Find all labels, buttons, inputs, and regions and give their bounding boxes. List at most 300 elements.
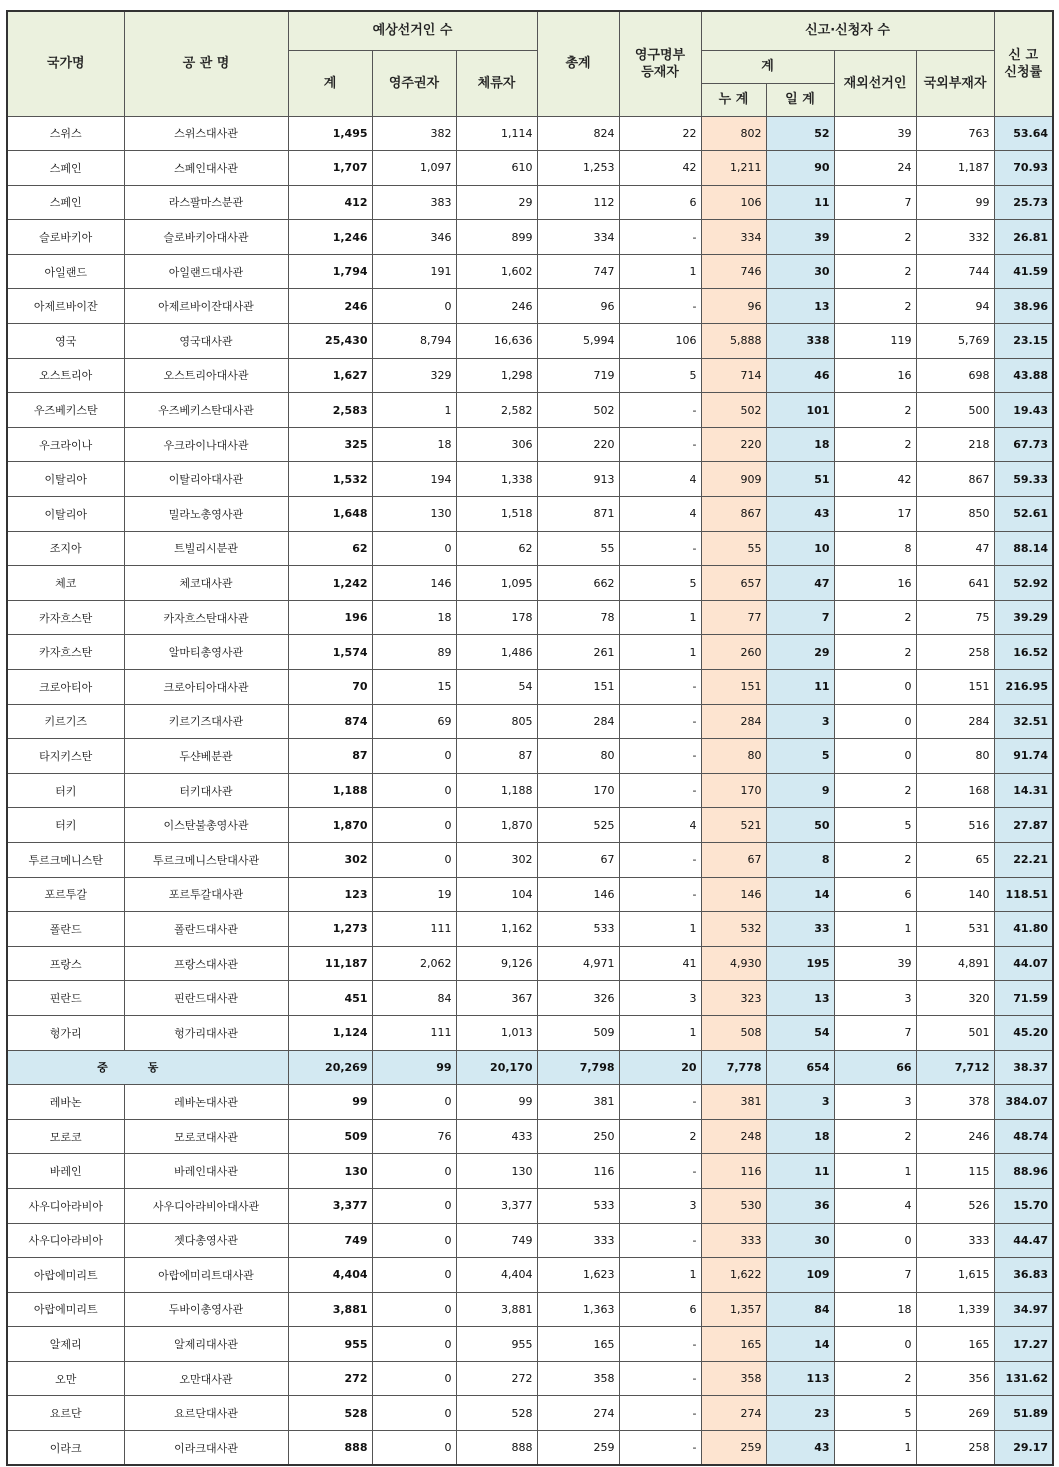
table-row [7, 1431, 1053, 1466]
absentees-cell: 698 [916, 358, 994, 393]
absentees-cell: 151 [916, 670, 994, 705]
expected-sojourn-cell: 1,298 [456, 358, 537, 393]
mission-cell: 젯다총영사관 [124, 1223, 288, 1258]
expected-permanent-cell: 0 [372, 289, 456, 324]
expected-permanent-cell: 2,062 [372, 946, 456, 981]
header-expected-sojourn: 체류자 [456, 50, 537, 116]
mission-cell: 투르크메니스탄대사관 [124, 842, 288, 877]
country-cell: 요르단 [7, 1396, 124, 1431]
expected-permanent-cell: 99 [372, 1050, 456, 1085]
expected-sojourn-cell: 1,338 [456, 462, 537, 497]
table-row [7, 1396, 1053, 1431]
expected-permanent-cell: 0 [372, 773, 456, 808]
country-cell: 스페인 [7, 151, 124, 186]
expected-total-cell: 11,187 [288, 946, 372, 981]
permanent-registry-cell: - [619, 877, 701, 912]
absentees-cell: 284 [916, 704, 994, 739]
header-cumulative: 누 계 [701, 83, 766, 116]
total-cell: 78 [537, 600, 619, 635]
expected-sojourn-cell: 749 [456, 1223, 537, 1258]
rate-cell: 32.51 [994, 704, 1053, 739]
header-permanent-registry: 영구명부 등재자 [619, 11, 701, 116]
table-row [7, 946, 1053, 981]
daily-cell: 84 [766, 1292, 834, 1327]
overseas-voters-cell: 7 [834, 1258, 916, 1293]
daily-cell: 109 [766, 1258, 834, 1293]
expected-total-cell: 1,532 [288, 462, 372, 497]
table-row [7, 116, 1053, 151]
expected-total-cell: 3,881 [288, 1292, 372, 1327]
header-country: 국가명 [7, 11, 124, 116]
permanent-registry-cell: - [619, 220, 701, 255]
expected-total-cell: 4,404 [288, 1258, 372, 1293]
expected-permanent-cell: 0 [372, 1292, 456, 1327]
expected-sojourn-cell: 610 [456, 151, 537, 186]
table-row [7, 1188, 1053, 1223]
permanent-registry-cell: 4 [619, 462, 701, 497]
country-cell: 헝가리 [7, 1015, 124, 1050]
rate-cell: 34.97 [994, 1292, 1053, 1327]
absentees-cell: 165 [916, 1327, 994, 1362]
overseas-voters-cell: 7 [834, 1015, 916, 1050]
cumulative-cell: 909 [701, 462, 766, 497]
overseas-voters-cell: 0 [834, 1327, 916, 1362]
expected-total-cell: 130 [288, 1154, 372, 1189]
table-row [7, 1119, 1053, 1154]
expected-sojourn-cell: 246 [456, 289, 537, 324]
daily-cell: 29 [766, 635, 834, 670]
permanent-registry-cell: - [619, 289, 701, 324]
country-cell: 크로아티아 [7, 670, 124, 705]
daily-cell: 54 [766, 1015, 834, 1050]
expected-permanent-cell: 329 [372, 358, 456, 393]
country-cell: 우크라이나 [7, 427, 124, 462]
cumulative-cell: 381 [701, 1085, 766, 1120]
absentees-cell: 47 [916, 531, 994, 566]
table-row [7, 842, 1053, 877]
overseas-voters-cell: 0 [834, 1223, 916, 1258]
expected-sojourn-cell: 29 [456, 185, 537, 220]
expected-total-cell: 955 [288, 1327, 372, 1362]
permanent-registry-cell: 1 [619, 1015, 701, 1050]
absentees-cell: 4,891 [916, 946, 994, 981]
table-row [7, 151, 1053, 186]
overseas-voters-cell: 5 [834, 1396, 916, 1431]
expected-total-cell: 99 [288, 1085, 372, 1120]
country-cell: 알제리 [7, 1327, 124, 1362]
table-row [7, 773, 1053, 808]
country-cell: 영국 [7, 324, 124, 359]
expected-permanent-cell: 84 [372, 981, 456, 1016]
country-cell: 키르기즈 [7, 704, 124, 739]
absentees-cell: 320 [916, 981, 994, 1016]
rate-cell: 41.59 [994, 254, 1053, 289]
expected-permanent-cell: 0 [372, 1361, 456, 1396]
permanent-registry-cell: 1 [619, 600, 701, 635]
expected-sojourn-cell: 1,870 [456, 808, 537, 843]
country-cell: 사우디아라비아 [7, 1188, 124, 1223]
header-absentees: 국외부재자 [916, 50, 994, 116]
country-cell: 이라크 [7, 1431, 124, 1466]
mission-cell: 영국대사관 [124, 324, 288, 359]
mission-cell: 폴란드대사관 [124, 912, 288, 947]
permanent-registry-cell: - [619, 1223, 701, 1258]
expected-sojourn-cell: 4,404 [456, 1258, 537, 1293]
overseas-voters-cell: 24 [834, 151, 916, 186]
mission-cell: 이스탄불총영사관 [124, 808, 288, 843]
total-cell: 170 [537, 773, 619, 808]
absentees-cell: 94 [916, 289, 994, 324]
table-row [7, 324, 1053, 359]
expected-permanent-cell: 1 [372, 393, 456, 428]
expected-total-cell: 451 [288, 981, 372, 1016]
total-cell: 1,253 [537, 151, 619, 186]
expected-permanent-cell: 0 [372, 1431, 456, 1466]
table-row [7, 1361, 1053, 1396]
expected-total-cell: 246 [288, 289, 372, 324]
header-reports: 신고·신청자 수 [701, 11, 994, 50]
country-cell: 카자흐스탄 [7, 635, 124, 670]
daily-cell: 90 [766, 151, 834, 186]
absentees-cell: 1,187 [916, 151, 994, 186]
rate-cell: 36.83 [994, 1258, 1053, 1293]
rate-cell: 26.81 [994, 220, 1053, 255]
cumulative-cell: 358 [701, 1361, 766, 1396]
table-row [7, 1085, 1053, 1120]
absentees-cell: 7,712 [916, 1050, 994, 1085]
country-cell: 터키 [7, 773, 124, 808]
overseas-voters-cell: 2 [834, 427, 916, 462]
table-row [7, 1292, 1053, 1327]
permanent-registry-cell: - [619, 1361, 701, 1396]
mission-cell: 레바논대사관 [124, 1085, 288, 1120]
daily-cell: 195 [766, 946, 834, 981]
expected-permanent-cell: 194 [372, 462, 456, 497]
permanent-registry-cell: - [619, 531, 701, 566]
cumulative-cell: 334 [701, 220, 766, 255]
overseas-voters-cell: 2 [834, 393, 916, 428]
absentees-cell: 1,615 [916, 1258, 994, 1293]
expected-permanent-cell: 0 [372, 1085, 456, 1120]
table-row [7, 462, 1053, 497]
overseas-voters-cell: 2 [834, 1361, 916, 1396]
total-cell: 509 [537, 1015, 619, 1050]
permanent-registry-cell: 1 [619, 1258, 701, 1293]
total-cell: 259 [537, 1431, 619, 1466]
expected-permanent-cell: 0 [372, 1258, 456, 1293]
expected-permanent-cell: 0 [372, 1396, 456, 1431]
total-cell: 824 [537, 116, 619, 151]
cumulative-cell: 323 [701, 981, 766, 1016]
overseas-voters-cell: 66 [834, 1050, 916, 1085]
overseas-voters-cell: 1 [834, 912, 916, 947]
header-expected-voters: 예상선거인 수 [288, 11, 537, 50]
table-row [7, 912, 1053, 947]
permanent-registry-cell: - [619, 739, 701, 774]
absentees-cell: 763 [916, 116, 994, 151]
rate-cell: 52.61 [994, 497, 1053, 532]
total-cell: 326 [537, 981, 619, 1016]
overseas-voters-cell: 6 [834, 877, 916, 912]
expected-sojourn-cell: 1,518 [456, 497, 537, 532]
subtotal-row [7, 1050, 1053, 1085]
overseas-voters-cell: 2 [834, 842, 916, 877]
total-cell: 1,363 [537, 1292, 619, 1327]
daily-cell: 14 [766, 1327, 834, 1362]
expected-sojourn-cell: 130 [456, 1154, 537, 1189]
daily-cell: 47 [766, 566, 834, 601]
cumulative-cell: 502 [701, 393, 766, 428]
country-cell: 바레인 [7, 1154, 124, 1189]
table-row [7, 358, 1053, 393]
total-cell: 4,971 [537, 946, 619, 981]
overseas-voters-cell: 119 [834, 324, 916, 359]
expected-total-cell: 509 [288, 1119, 372, 1154]
country-cell: 아일랜드 [7, 254, 124, 289]
expected-sojourn-cell: 2,582 [456, 393, 537, 428]
expected-permanent-cell: 89 [372, 635, 456, 670]
total-cell: 5,994 [537, 324, 619, 359]
rate-cell: 17.27 [994, 1327, 1053, 1362]
overseas-voters-cell: 0 [834, 704, 916, 739]
expected-total-cell: 749 [288, 1223, 372, 1258]
overseas-voters-cell: 1 [834, 1431, 916, 1466]
rate-cell: 118.51 [994, 877, 1053, 912]
cumulative-cell: 5,888 [701, 324, 766, 359]
expected-sojourn-cell: 433 [456, 1119, 537, 1154]
daily-cell: 52 [766, 116, 834, 151]
permanent-registry-cell: 3 [619, 981, 701, 1016]
daily-cell: 8 [766, 842, 834, 877]
absentees-cell: 115 [916, 1154, 994, 1189]
total-cell: 151 [537, 670, 619, 705]
rate-cell: 67.73 [994, 427, 1053, 462]
table-row [7, 497, 1053, 532]
absentees-cell: 333 [916, 1223, 994, 1258]
mission-cell: 아일랜드대사관 [124, 254, 288, 289]
expected-sojourn-cell: 1,602 [456, 254, 537, 289]
cumulative-cell: 259 [701, 1431, 766, 1466]
header-mission: 공 관 명 [124, 11, 288, 116]
permanent-registry-cell: 22 [619, 116, 701, 151]
overseas-voters-cell: 0 [834, 739, 916, 774]
total-cell: 502 [537, 393, 619, 428]
mission-cell: 오스트리아대사관 [124, 358, 288, 393]
expected-sojourn-cell: 888 [456, 1431, 537, 1466]
cumulative-cell: 1,357 [701, 1292, 766, 1327]
cumulative-cell: 867 [701, 497, 766, 532]
expected-permanent-cell: 0 [372, 808, 456, 843]
expected-permanent-cell: 0 [372, 1327, 456, 1362]
mission-cell: 두바이총영사관 [124, 1292, 288, 1327]
rate-cell: 22.21 [994, 842, 1053, 877]
rate-cell: 23.15 [994, 324, 1053, 359]
voter-registration-table [6, 10, 1054, 1466]
overseas-voters-cell: 2 [834, 220, 916, 255]
total-cell: 112 [537, 185, 619, 220]
expected-permanent-cell: 18 [372, 427, 456, 462]
mission-cell: 카자흐스탄대사관 [124, 600, 288, 635]
overseas-voters-cell: 16 [834, 358, 916, 393]
permanent-registry-cell: 3 [619, 1188, 701, 1223]
expected-total-cell: 87 [288, 739, 372, 774]
total-cell: 913 [537, 462, 619, 497]
overseas-voters-cell: 1 [834, 1154, 916, 1189]
rate-cell: 91.74 [994, 739, 1053, 774]
expected-total-cell: 325 [288, 427, 372, 462]
expected-total-cell: 196 [288, 600, 372, 635]
expected-total-cell: 1,794 [288, 254, 372, 289]
overseas-voters-cell: 2 [834, 289, 916, 324]
expected-permanent-cell: 383 [372, 185, 456, 220]
table-row [7, 1223, 1053, 1258]
expected-total-cell: 1,870 [288, 808, 372, 843]
daily-cell: 43 [766, 1431, 834, 1466]
table-row [7, 531, 1053, 566]
daily-cell: 30 [766, 254, 834, 289]
rate-cell: 19.43 [994, 393, 1053, 428]
expected-permanent-cell: 382 [372, 116, 456, 151]
header-total: 총계 [537, 11, 619, 116]
mission-cell: 아랍에미리트대사관 [124, 1258, 288, 1293]
daily-cell: 43 [766, 497, 834, 532]
cumulative-cell: 165 [701, 1327, 766, 1362]
expected-sojourn-cell: 99 [456, 1085, 537, 1120]
overseas-voters-cell: 16 [834, 566, 916, 601]
overseas-voters-cell: 2 [834, 773, 916, 808]
overseas-voters-cell: 42 [834, 462, 916, 497]
header-expected-total: 계 [288, 50, 372, 116]
expected-total-cell: 874 [288, 704, 372, 739]
permanent-registry-cell: 41 [619, 946, 701, 981]
rate-cell: 53.64 [994, 116, 1053, 151]
table-row [7, 393, 1053, 428]
expected-sojourn-cell: 528 [456, 1396, 537, 1431]
country-cell: 프랑스 [7, 946, 124, 981]
mission-cell: 바레인대사관 [124, 1154, 288, 1189]
permanent-registry-cell: - [619, 427, 701, 462]
rate-cell: 71.59 [994, 981, 1053, 1016]
expected-permanent-cell: 0 [372, 531, 456, 566]
absentees-cell: 258 [916, 635, 994, 670]
absentees-cell: 258 [916, 1431, 994, 1466]
header-rate: 신 고 신청률 [994, 11, 1053, 116]
overseas-voters-cell: 0 [834, 670, 916, 705]
header-daily: 일 계 [766, 83, 834, 116]
table-row [7, 427, 1053, 462]
table-row [7, 1015, 1053, 1050]
permanent-registry-cell: 2 [619, 1119, 701, 1154]
daily-cell: 338 [766, 324, 834, 359]
daily-cell: 13 [766, 981, 834, 1016]
total-cell: 146 [537, 877, 619, 912]
rate-cell: 59.33 [994, 462, 1053, 497]
daily-cell: 36 [766, 1188, 834, 1223]
country-cell: 이탈리아 [7, 462, 124, 497]
expected-total-cell: 1,246 [288, 220, 372, 255]
rate-cell: 27.87 [994, 808, 1053, 843]
rate-cell: 25.73 [994, 185, 1053, 220]
table-row [7, 704, 1053, 739]
country-cell: 모로코 [7, 1119, 124, 1154]
overseas-voters-cell: 2 [834, 1119, 916, 1154]
rate-cell: 43.88 [994, 358, 1053, 393]
expected-total-cell: 1,707 [288, 151, 372, 186]
expected-sojourn-cell: 54 [456, 670, 537, 705]
rate-cell: 52.92 [994, 566, 1053, 601]
expected-total-cell: 1,242 [288, 566, 372, 601]
expected-sojourn-cell: 367 [456, 981, 537, 1016]
expected-sojourn-cell: 1,188 [456, 773, 537, 808]
absentees-cell: 75 [916, 600, 994, 635]
table-row [7, 981, 1053, 1016]
table-row [7, 1327, 1053, 1362]
mission-cell: 슬로바키아대사관 [124, 220, 288, 255]
daily-cell: 101 [766, 393, 834, 428]
expected-sojourn-cell: 104 [456, 877, 537, 912]
expected-total-cell: 1,124 [288, 1015, 372, 1050]
cumulative-cell: 67 [701, 842, 766, 877]
mission-cell: 우크라이나대사관 [124, 427, 288, 462]
mission-cell: 스페인대사관 [124, 151, 288, 186]
total-cell: 381 [537, 1085, 619, 1120]
overseas-voters-cell: 2 [834, 635, 916, 670]
cumulative-cell: 77 [701, 600, 766, 635]
expected-total-cell: 888 [288, 1431, 372, 1466]
expected-permanent-cell: 0 [372, 739, 456, 774]
total-cell: 533 [537, 912, 619, 947]
expected-sojourn-cell: 3,377 [456, 1188, 537, 1223]
country-cell: 아랍에미리트 [7, 1292, 124, 1327]
rate-cell: 16.52 [994, 635, 1053, 670]
table-row [7, 566, 1053, 601]
cumulative-cell: 714 [701, 358, 766, 393]
expected-permanent-cell: 0 [372, 842, 456, 877]
cumulative-cell: 274 [701, 1396, 766, 1431]
absentees-cell: 744 [916, 254, 994, 289]
header-expected-permanent: 영주권자 [372, 50, 456, 116]
overseas-voters-cell: 3 [834, 981, 916, 1016]
absentees-cell: 641 [916, 566, 994, 601]
absentees-cell: 501 [916, 1015, 994, 1050]
daily-cell: 654 [766, 1050, 834, 1085]
country-cell: 조지아 [7, 531, 124, 566]
expected-total-cell: 302 [288, 842, 372, 877]
permanent-registry-cell: 4 [619, 808, 701, 843]
permanent-registry-cell: 1 [619, 254, 701, 289]
rate-cell: 88.14 [994, 531, 1053, 566]
expected-sojourn-cell: 805 [456, 704, 537, 739]
table-row [7, 1154, 1053, 1189]
absentees-cell: 218 [916, 427, 994, 462]
expected-total-cell: 1,273 [288, 912, 372, 947]
expected-total-cell: 70 [288, 670, 372, 705]
cumulative-cell: 284 [701, 704, 766, 739]
mission-cell: 프랑스대사관 [124, 946, 288, 981]
expected-total-cell: 272 [288, 1361, 372, 1396]
daily-cell: 18 [766, 427, 834, 462]
expected-permanent-cell: 76 [372, 1119, 456, 1154]
cumulative-cell: 4,930 [701, 946, 766, 981]
total-cell: 1,623 [537, 1258, 619, 1293]
total-cell: 871 [537, 497, 619, 532]
absentees-cell: 500 [916, 393, 994, 428]
cumulative-cell: 170 [701, 773, 766, 808]
rate-cell: 44.07 [994, 946, 1053, 981]
absentees-cell: 246 [916, 1119, 994, 1154]
daily-cell: 50 [766, 808, 834, 843]
country-cell: 우즈베키스탄 [7, 393, 124, 428]
